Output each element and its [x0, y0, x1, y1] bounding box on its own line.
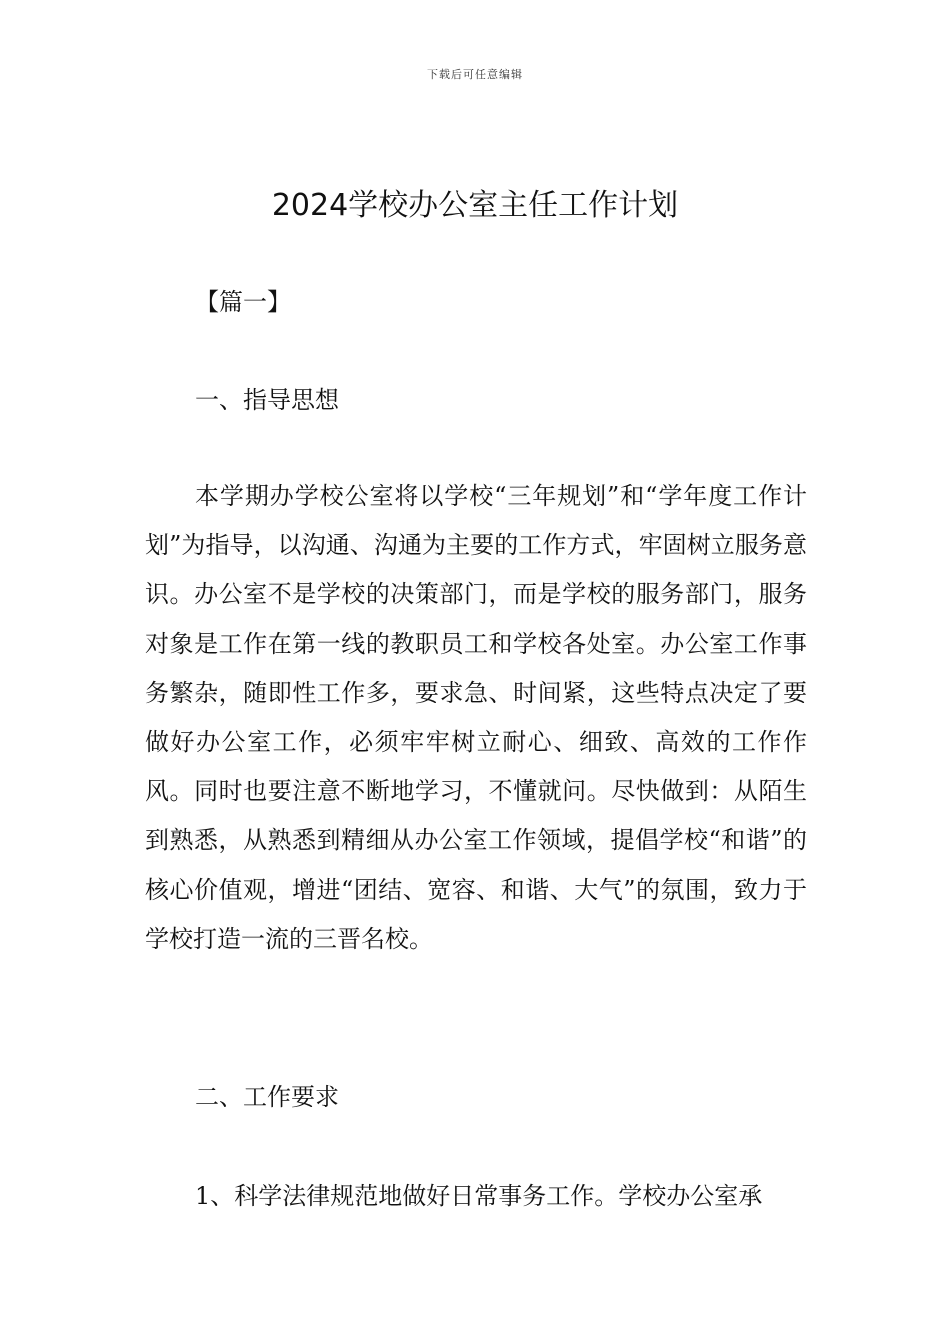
- paragraph-guiding-ideology: 本学期办学校公室将以学校“三年规划”和“学年度工作计划”为指导，以沟通、沟通为主要的工作方式，牢固树立服务意识。办公室不是学校的决策部门，而是学校的服务部门，服务对象是工作在第一线的教职员工和学校各处室。办公室工作事务繁杂，随即性工作多，要求急、时间紧，这些特点决定了要做好办公室工作，必须牢牢树立耐心、细致、高效的工作作风。同时也要注意不断地学习，不懂就问。尽快做到：从陌生到熟悉，从熟悉到精细从办公室工作领域，提倡学校“和谐”的核心价值观，增进“团结、宽容、和谐、大气”的氛围，致力于学校打造一流的三晋名校。: [145, 482, 807, 953]
- heading-work-requirements: 二、工作要求: [195, 1083, 339, 1111]
- heading-guiding-ideology: 一、指导思想: [195, 386, 339, 414]
- paragraph-work-requirements: 1、科学法律规范地做好日常事务工作。学校办公室承: [195, 1182, 763, 1210]
- section-label: 【篇一】: [195, 288, 291, 316]
- document-title: 2024学校办公室主任工作计划: [271, 188, 679, 223]
- page-header-note: 下载后可任意编辑: [427, 68, 523, 81]
